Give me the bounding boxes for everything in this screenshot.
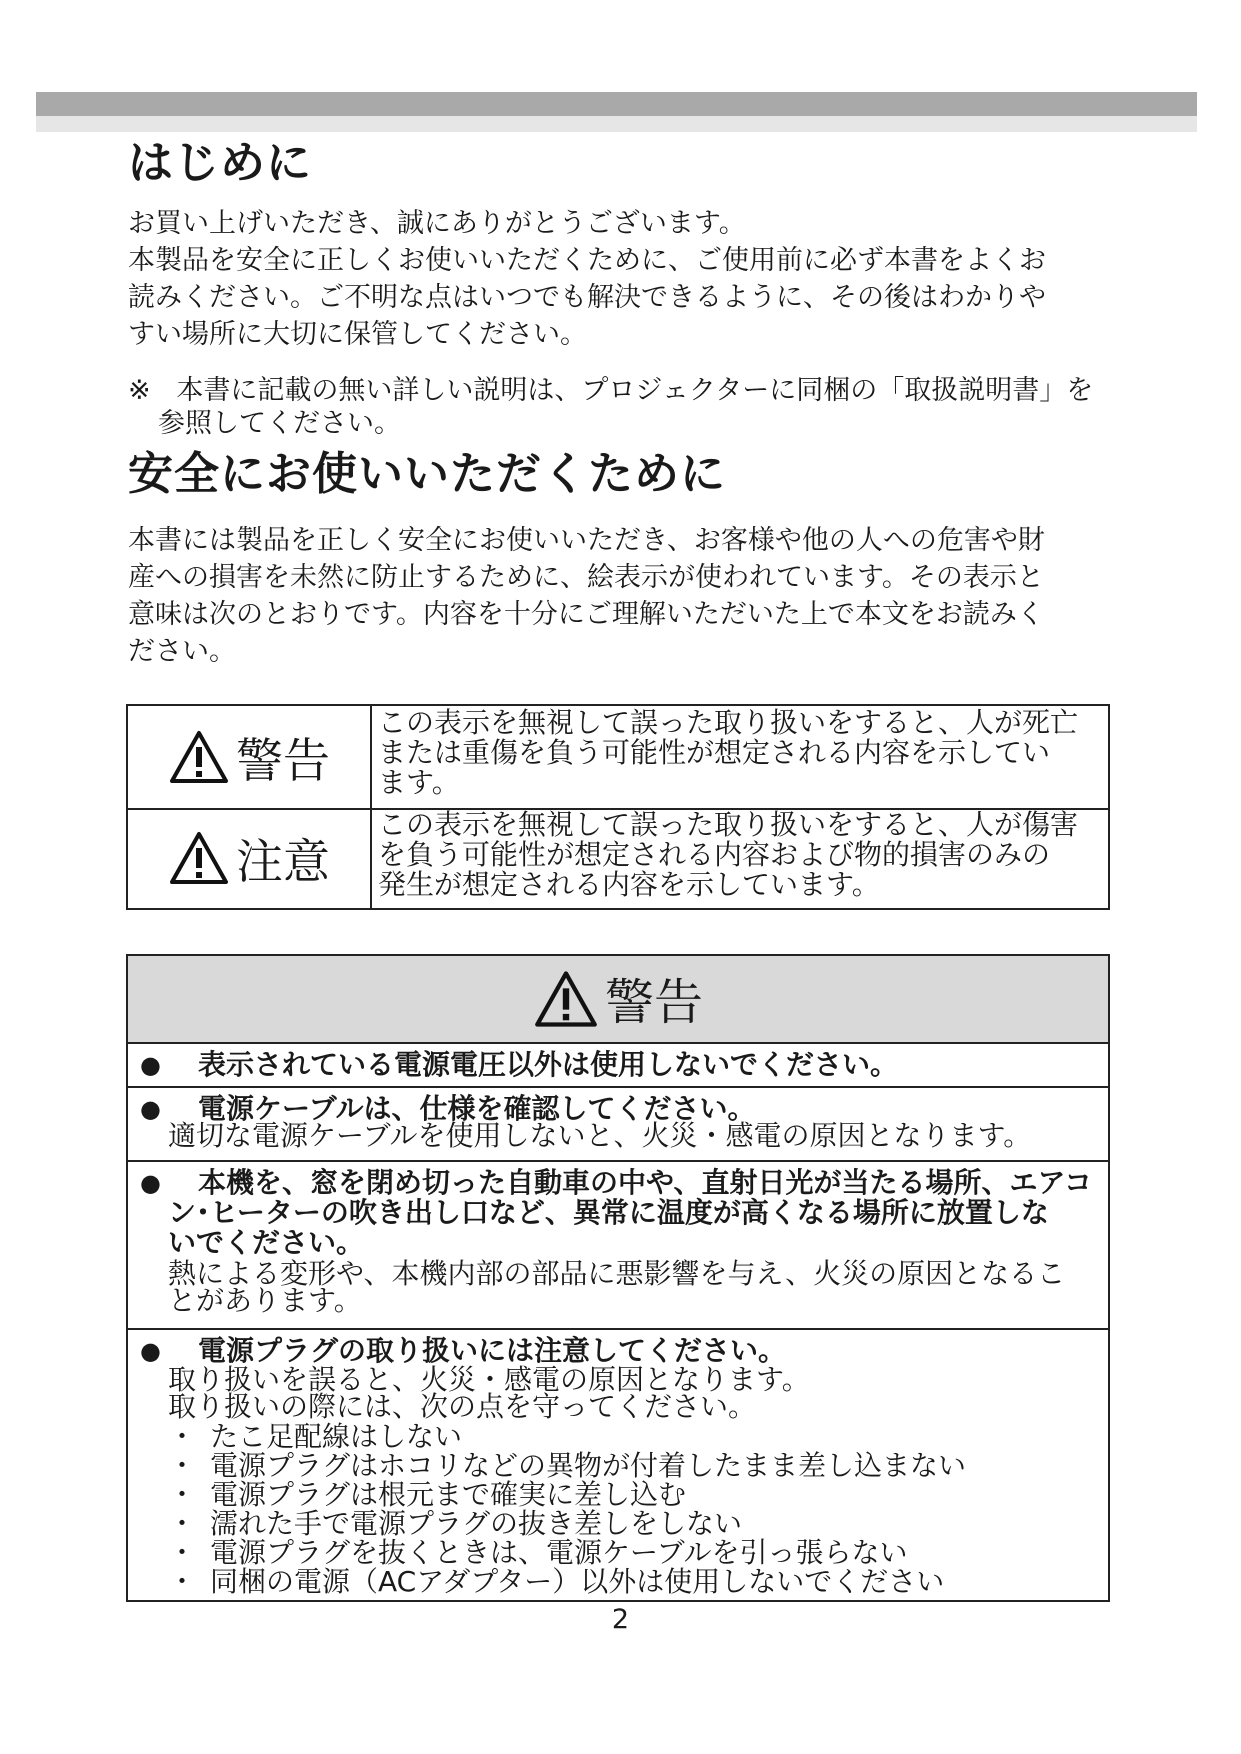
intro-note — [128, 374, 1128, 440]
bullet-icon: ● — [140, 1337, 161, 1365]
detail-line: とがあります。 — [168, 1284, 362, 1317]
precaution-text: 同梱の電源（ACアダプター）以外は使用しないでください — [210, 1565, 945, 1598]
dot-icon: ・ — [168, 1478, 197, 1511]
warning-item — [128, 1162, 1108, 1330]
legend-caution-label: 注意 — [236, 834, 330, 890]
title-line: 本機を、窓を閉め切った自動車の中や、直射日光が当たる場所、エアコ — [198, 1166, 1093, 1199]
warning-item-detail — [168, 1119, 1103, 1152]
precaution-text: 電源プラグは根元まで確実に差し込む — [210, 1478, 687, 1511]
note-line: 参照してください。 — [158, 408, 401, 439]
precaution-item — [168, 1509, 966, 1538]
legend-text-line: この表示を無視して誤った取り扱いをすると、人が傷害 — [378, 808, 1079, 841]
precaution-item — [168, 1422, 966, 1451]
warning-item — [128, 1330, 1108, 1602]
legend-text-line: この表示を無視して誤った取り扱いをすると、人が死亡 — [378, 706, 1079, 739]
precaution-text: 濡れた手で電源プラグの抜き差しをしない — [210, 1507, 743, 1540]
warning-item-title — [168, 1168, 1103, 1258]
intro-line: 読みください。ご不明な点はいつでも解決できるように、その後はわかりや — [128, 282, 1046, 313]
caution-triangle-icon — [168, 830, 230, 886]
header-bar — [36, 92, 1197, 116]
safety-heading: 安全にお使いいただくために — [128, 447, 727, 500]
dot-icon: ・ — [168, 1420, 197, 1453]
title-line: いでください。 — [168, 1226, 365, 1259]
legend-warning-text — [378, 708, 1108, 798]
header-bar-shadow — [36, 116, 1197, 132]
dot-icon: ・ — [168, 1507, 197, 1540]
legend-row-warning — [128, 706, 1108, 810]
intro-heading: はじめに — [128, 136, 313, 189]
title-line: ン･ヒーターの吹き出し口など、異常に温度が高くなる場所に放置しな — [168, 1196, 1049, 1229]
bullet-icon: ● — [140, 1095, 161, 1123]
legend-text-line: を負う可能性が想定される内容および物的損害のみの — [378, 838, 1051, 871]
precaution-item — [168, 1451, 966, 1480]
precaution-text: 電源プラグを抜くときは、電源ケーブルを引っ張らない — [210, 1536, 908, 1569]
safety-line: 産への損害を未然に防止するために、絵表示が使われています。その表示と — [128, 562, 1044, 593]
safety-line: ださい。 — [128, 636, 236, 667]
dot-icon: ・ — [168, 1536, 197, 1569]
safety-paragraph — [128, 522, 1118, 670]
dot-icon: ・ — [168, 1565, 197, 1598]
precaution-list — [168, 1422, 966, 1596]
warning-triangle-icon — [533, 969, 599, 1029]
intro-line: お買い上げいただき、誠にありがとうございます。 — [128, 208, 746, 239]
dot-icon: ・ — [168, 1449, 197, 1482]
warning-item — [128, 1044, 1108, 1088]
warning-box-header — [128, 956, 1108, 1044]
legend-text-line: 発生が想定される内容を示しています。 — [378, 868, 880, 901]
intro-paragraph — [128, 205, 1118, 353]
precaution-item — [168, 1538, 966, 1567]
page-number: 2 — [611, 1604, 630, 1635]
warning-item — [128, 1088, 1108, 1162]
symbol-legend-table — [126, 704, 1110, 910]
safety-line: 意味は次のとおりです。内容を十分にご理解いただいた上で本文をお読みく — [128, 599, 1044, 630]
legend-text-line: ます。 — [378, 766, 460, 799]
warning-item-title: 表示されている電源電圧以外は使用しないでください。 — [198, 1048, 899, 1081]
warning-triangle-icon — [168, 729, 230, 785]
warning-item-title: 電源プラグの取り扱いには注意してください。 — [198, 1334, 787, 1367]
detail-line: 取り扱いを誤ると、火災・感電の原因となります。 — [168, 1363, 810, 1396]
warning-box-title: 警告 — [604, 974, 703, 1031]
warning-box — [126, 954, 1110, 1602]
warning-item-detail — [168, 1363, 1103, 1423]
precaution-text: たこ足配線はしない — [210, 1420, 463, 1453]
precaution-item — [168, 1567, 966, 1596]
detail-line: 適切な電源ケーブルを使用しないと、火災・感電の原因となります。 — [168, 1119, 1032, 1152]
legend-warning-label: 警告 — [236, 733, 330, 789]
legend-caution-text — [378, 810, 1108, 900]
bullet-icon: ● — [140, 1051, 161, 1079]
warning-item-title: 電源ケーブルは、仕様を確認してください。 — [198, 1092, 756, 1125]
precaution-text: 電源プラグはホコリなどの異物が付着したまま差し込まない — [210, 1449, 967, 1482]
note-mark: ※ — [128, 375, 151, 406]
legend-row-caution — [128, 808, 1108, 908]
legend-text-line: または重傷を負う可能性が想定される内容を示してい — [378, 736, 1051, 769]
legend-caution-label-cell — [128, 808, 372, 908]
legend-warning-label-cell — [128, 706, 372, 808]
precaution-item — [168, 1480, 966, 1509]
bullet-icon: ● — [140, 1169, 161, 1197]
note-line: 本書に記載の無い詳しい説明は、プロジェクターに同梱の「取扱説明書」を — [176, 375, 1094, 406]
safety-line: 本書には製品を正しく安全にお使いいただき、お客様や他の人への危害や財 — [128, 525, 1045, 556]
detail-line: 熱による変形や、本機内部の部品に悪影響を与え、火災の原因となるこ — [168, 1257, 1066, 1290]
intro-line: すい場所に大切に保管してください。 — [128, 319, 587, 350]
intro-line: 本製品を安全に正しくお使いいただくために、ご使用前に必ず本書をよくお — [128, 245, 1046, 276]
warning-item-detail — [168, 1257, 1103, 1317]
detail-line: 取り扱いの際には、次の点を守ってください。 — [168, 1390, 757, 1423]
